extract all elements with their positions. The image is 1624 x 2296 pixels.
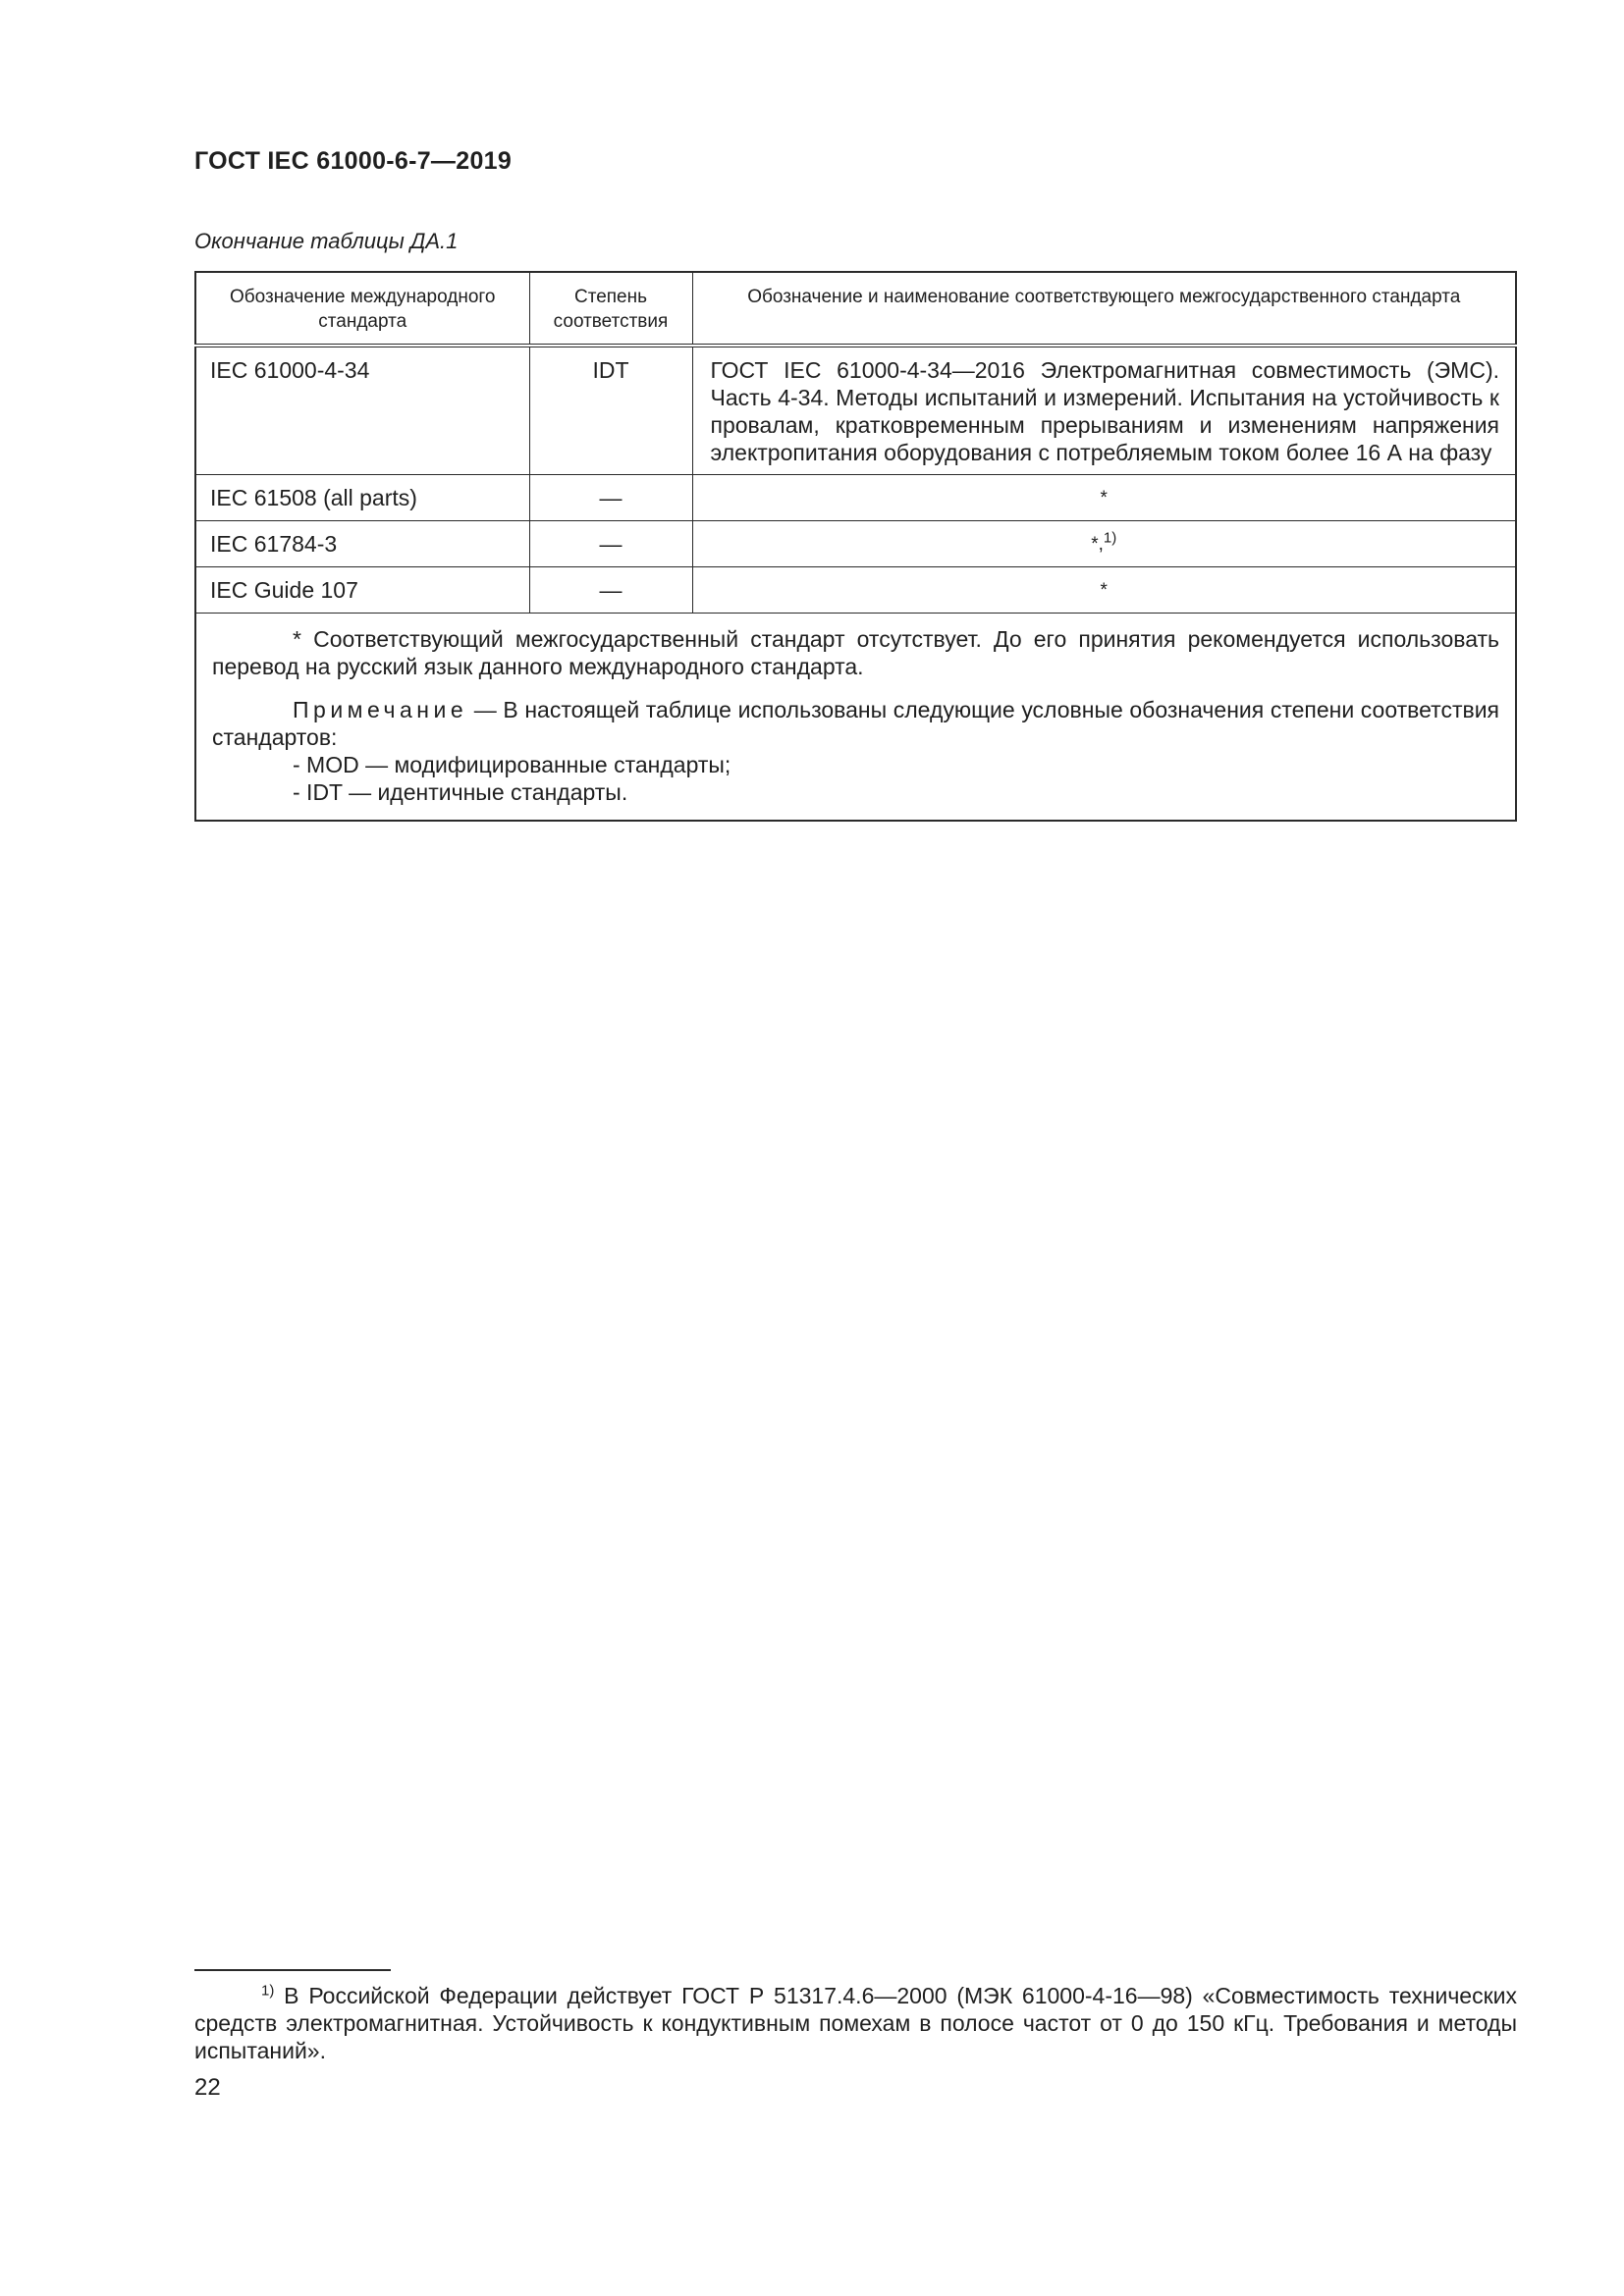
- interstate-standard-cell: [692, 567, 1516, 614]
- asterisk-mark: *: [1100, 580, 1108, 601]
- standards-table: [194, 271, 1517, 822]
- interstate-standard-cell: [692, 475, 1516, 521]
- footnote-marker: 1): [261, 1982, 275, 2000]
- table-header-row: [195, 272, 1516, 346]
- document-header: ГОСТ IEC 61000-6-7—2019: [194, 147, 513, 175]
- international-standard-cell: IEC 61000-4-34: [195, 346, 529, 475]
- table-row: [195, 346, 1516, 475]
- asterisk-mark: *,: [1091, 534, 1104, 555]
- note-list-item: - IDT — идентичные стандарты.: [293, 779, 628, 805]
- table-row: [195, 521, 1516, 567]
- asterisk-note: * Соответствующий межгосударственный стандарт отсутствует. До его принятия рекомендуется использовать перевод на русский язык данного международного стандарта.: [212, 626, 1499, 679]
- page-number: 22: [194, 2074, 221, 2101]
- table-notes: [195, 614, 1516, 822]
- note-label: Примечание: [293, 697, 468, 722]
- degree-cell: IDT: [529, 346, 692, 475]
- interstate-standard-cell: ГОСТ IEC 61000-4-34—2016 Электромагнитная совместимость (ЭМС). Часть 4-34. Методы испытаний и измерений. Испытания на устойчивость к провалам, кратковременным прерываниям и изменениям напряжения электропитания оборудования с потребляемым током более 16 А на фазу: [692, 346, 1516, 475]
- note-list-item: - MOD — модифицированные стандарты;: [293, 752, 731, 777]
- note-text: — В настоящей таблице использованы следующие условные обозначения степени соответствия стандартов:: [212, 697, 1499, 750]
- footnote-reference: 1): [1103, 529, 1117, 547]
- column-header-interstate: Обозначение и наименование соответствующего межгосударственного стандарта: [692, 272, 1516, 346]
- table-caption: Окончание таблицы ДА.1: [194, 229, 459, 253]
- degree-cell: —: [529, 521, 692, 567]
- column-header-international: Обозначение международного стандарта: [195, 272, 529, 346]
- table-notes-row: [195, 614, 1516, 822]
- column-header-degree: Степень соответствия: [529, 272, 692, 346]
- footnote-text: В Российской Федерации действует ГОСТ Р 51317.4.6—2000 (МЭК 61000-4-16—98) «Совместимость технических средств электромагнитная. Устойчивость к кондуктивным помехам в полосе частот от 0 до 150 кГц. Требования и методы испытаний».: [194, 1983, 1517, 2063]
- international-standard-cell: IEC Guide 107: [195, 567, 529, 614]
- footnote: [194, 1982, 1517, 2064]
- asterisk-mark: *: [1100, 488, 1108, 508]
- footnote-divider: [194, 1969, 391, 1971]
- degree-cell: —: [529, 567, 692, 614]
- international-standard-cell: IEC 61784-3: [195, 521, 529, 567]
- international-standard-cell: IEC 61508 (all parts): [195, 475, 529, 521]
- degree-cell: —: [529, 475, 692, 521]
- table-row: [195, 567, 1516, 614]
- interstate-standard-cell: [692, 521, 1516, 567]
- table-row: [195, 475, 1516, 521]
- table-note: [212, 696, 1499, 751]
